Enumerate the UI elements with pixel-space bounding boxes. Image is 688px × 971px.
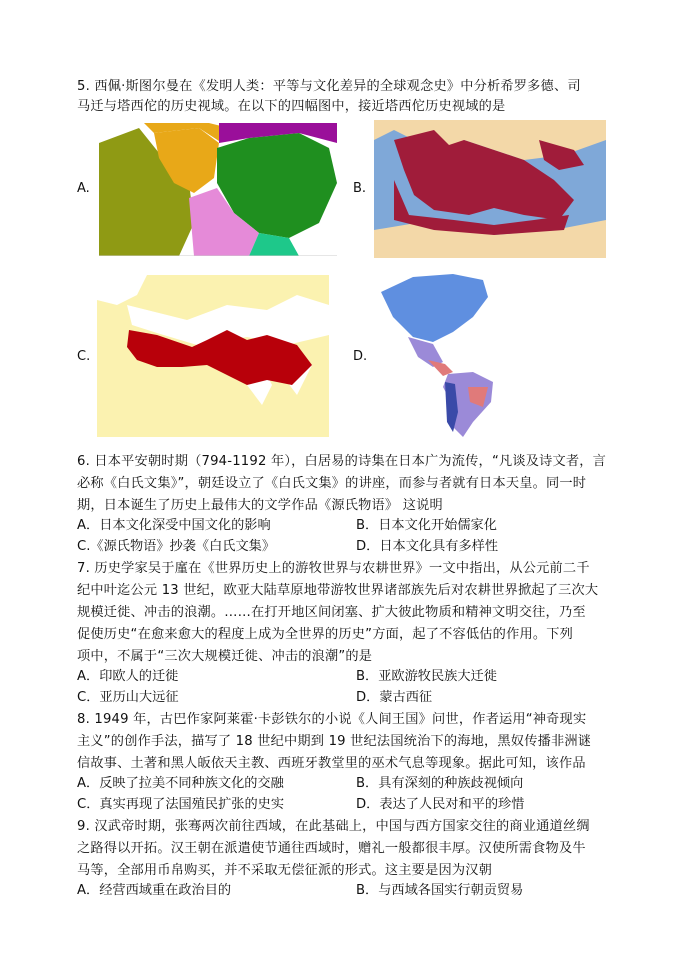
map-b-image <box>374 120 606 258</box>
q6-option-a: A．日本文化深受中国文化的影响 <box>77 518 271 533</box>
q8-option-d: D．表达了人民对和平的珍惜 <box>356 797 525 812</box>
q5-option-b-label: B. <box>353 181 367 196</box>
q8-option-a: A．反映了拉美不同种族文化的交融 <box>77 776 284 791</box>
q8-stem-line-2: 主义”的创作手法，描写了 18 世纪中期到 19 世纪法国统治下的海地，黑奴传播非洲谜 <box>77 734 592 749</box>
q8-option-b: B．具有深刻的种族歧视倾向 <box>356 776 524 791</box>
q7-stem-line-5: 项中，不属于“三次大规模迁徙、冲击的浪潮”的是 <box>77 649 373 664</box>
map-c-image <box>97 275 329 437</box>
q9-stem-line-2: 之路得以开拓。汉王朝在派遣使节通往西域时，赠礼一般都很丰厚。汉使所需食物及牛 <box>77 841 586 856</box>
q9-stem-line-1: 9. 汉武帝时期，张骞两次前往西域，在此基础上，中国与西方国家交往的商业通道丝绸 <box>77 819 590 834</box>
q6-stem-line-2: 必称《白氏文集》”，朝廷设立了《白氏文集》的讲座，而参与者就有日本天皇。同一时 <box>77 476 587 491</box>
q7-option-b: B．亚欧游牧民族大迁徙 <box>356 669 497 684</box>
q7-stem-line-1: 7. 历史学家吴于廑在《世界历史上的游牧世界与农耕世界》一文中指出，从公元前二千 <box>77 561 590 576</box>
q8-stem-line-3: 信故事、土著和黑人皈依天主教、西班牙教堂里的巫术气息等现象。据此可知，该作品 <box>77 756 586 771</box>
q7-stem-line-4: 促使历史“在愈来愈大的程度上成为全世界的历史”方面，起了不容低估的作用。下列 <box>77 627 574 642</box>
q7-option-d: D．蒙古西征 <box>356 690 433 705</box>
q6-stem-line-3: 期，日本诞生了历史上最伟大的文学作品《源氏物语》 这说明 <box>77 498 443 513</box>
q6-option-b: B．日本文化开始儒家化 <box>356 518 497 533</box>
q9-stem-line-3: 马等，全部用币帛购买，并不采取无偿征派的形式。这主要是因为汉朝 <box>77 863 493 878</box>
q8-option-c: C．真实再现了法国殖民扩张的史实 <box>77 797 285 812</box>
q6-option-d: D．日本文化具有多样性 <box>356 539 499 554</box>
q5-option-c-label: C. <box>77 349 91 364</box>
q7-stem-line-2: 纪中叶迄公元 13 世纪，欧亚大陆草原地带游牧世界诸部族先后对农耕世界掀起了三次大 <box>77 583 599 598</box>
q5-option-a-label: A. <box>77 181 90 196</box>
q6-option-c: C.《源氏物语》抄袭《白氏文集》 <box>77 539 276 554</box>
q5-stem-line-1: 5. 西佩·斯图尔曼在《发明人类：平等与文化差异的全球观念史》中分析希罗多德、司 <box>77 79 581 94</box>
q7-option-c: C．亚历山大远征 <box>77 690 179 705</box>
q7-option-a: A．印欧人的迁徙 <box>77 669 179 684</box>
q5-option-d-label: D. <box>353 349 368 364</box>
q9-option-a: A．经营西域重在政治目的 <box>77 883 232 898</box>
map-d-image <box>373 272 513 440</box>
q8-stem-line-1: 8. 1949 年，古巴作家阿莱霍·卡彭铁尔的小说《人间王国》问世，作者运用“神奇现实 <box>77 712 587 727</box>
q9-option-b: B．与西域各国实行朝贡贸易 <box>356 883 524 898</box>
map-a-image <box>99 123 337 256</box>
q7-stem-line-3: 规模迁徙、冲击的浪潮。……在打开地区间闭塞、扩大彼此物质和精神文明交往，乃至 <box>77 605 586 620</box>
q6-stem-line-1: 6. 日本平安朝时期（794-1192 年），白居易的诗集在日本广为流传，“凡谈及诗文者，言 <box>77 454 607 469</box>
q5-stem-line-2: 马迁与塔西佗的历史视域。在以下的四幅图中，接近塔西佗历史视域的是 <box>77 99 506 114</box>
